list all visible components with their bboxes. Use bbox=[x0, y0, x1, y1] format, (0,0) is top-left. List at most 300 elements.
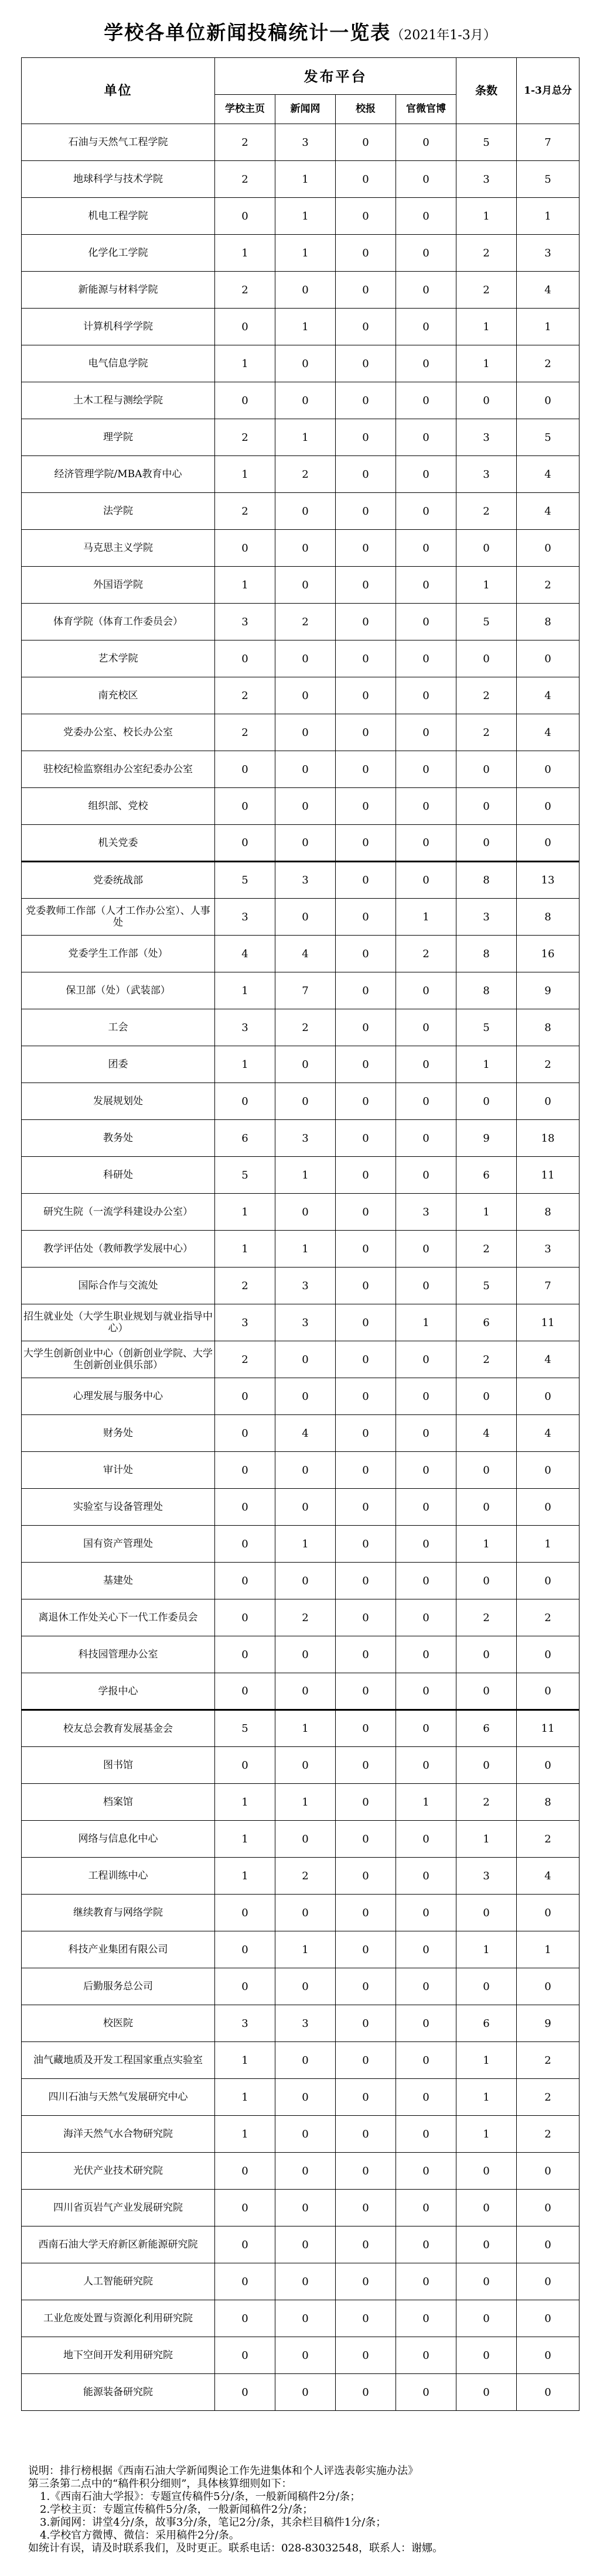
cell-school-homepage: 0 bbox=[215, 751, 275, 788]
cell-count: 0 bbox=[456, 1747, 517, 1784]
table-row bbox=[22, 2079, 579, 2116]
table-row bbox=[22, 1673, 579, 1710]
cell-school-paper: 0 bbox=[336, 1268, 396, 1304]
cell-news-site: 0 bbox=[275, 1563, 336, 1599]
cell-school-homepage: 2 bbox=[215, 419, 275, 456]
cell-unit: 地下空间开发利用研究院 bbox=[22, 2337, 215, 2374]
table-row bbox=[22, 235, 579, 272]
cell-count: 0 bbox=[456, 2263, 517, 2300]
table-row bbox=[22, 2300, 579, 2337]
cell-news-site: 7 bbox=[275, 972, 336, 1009]
cell-school-paper: 0 bbox=[336, 1009, 396, 1046]
cell-school-homepage: 0 bbox=[215, 1895, 275, 1931]
cell-school-homepage: 0 bbox=[215, 2190, 275, 2226]
cell-official-social: 0 bbox=[396, 1895, 456, 1931]
table-row bbox=[22, 825, 579, 862]
cell-unit: 后勤服务总公司 bbox=[22, 1968, 215, 2005]
cell-school-homepage: 1 bbox=[215, 972, 275, 1009]
table-row bbox=[22, 751, 579, 788]
cell-count: 1 bbox=[456, 345, 517, 382]
cell-official-social: 0 bbox=[396, 1710, 456, 1747]
cell-total: 0 bbox=[517, 2153, 579, 2190]
cell-unit: 基建处 bbox=[22, 1563, 215, 1599]
cell-school-paper: 0 bbox=[336, 309, 396, 345]
cell-news-site: 0 bbox=[275, 714, 336, 751]
cell-school-paper: 0 bbox=[336, 1931, 396, 1968]
cell-official-social: 1 bbox=[396, 1784, 456, 1821]
cell-school-homepage: 3 bbox=[215, 1304, 275, 1341]
cell-official-social: 0 bbox=[396, 1157, 456, 1194]
cell-unit: 组织部、党校 bbox=[22, 788, 215, 825]
cell-count: 0 bbox=[456, 2300, 517, 2337]
table-row bbox=[22, 1821, 579, 1858]
cell-unit: 党委教师工作部（人才工作办公室）、人事处 bbox=[22, 899, 215, 936]
cell-unit: 工业危废处置与资源化利用研究院 bbox=[22, 2300, 215, 2337]
cell-unit: 土木工程与测绘学院 bbox=[22, 382, 215, 419]
cell-total: 1 bbox=[517, 309, 579, 345]
cell-total: 3 bbox=[517, 235, 579, 272]
cell-unit: 新能源与材料学院 bbox=[22, 272, 215, 309]
table-row bbox=[22, 2153, 579, 2190]
cell-news-site: 0 bbox=[275, 1489, 336, 1526]
cell-news-site: 0 bbox=[275, 1341, 336, 1378]
cell-total: 1 bbox=[517, 198, 579, 235]
cell-news-site: 1 bbox=[275, 198, 336, 235]
cell-count: 0 bbox=[456, 1673, 517, 1710]
cell-official-social: 0 bbox=[396, 2374, 456, 2411]
cell-school-paper: 0 bbox=[336, 1120, 396, 1157]
cell-unit: 继续教育与网络学院 bbox=[22, 1895, 215, 1931]
table-row bbox=[22, 1341, 579, 1378]
cell-news-site: 0 bbox=[275, 640, 336, 677]
cell-count: 2 bbox=[456, 677, 517, 714]
cell-school-homepage: 5 bbox=[215, 1157, 275, 1194]
cell-official-social: 0 bbox=[396, 2263, 456, 2300]
cell-news-site: 0 bbox=[275, 2337, 336, 2374]
cell-school-paper: 0 bbox=[336, 2153, 396, 2190]
table-row bbox=[22, 2116, 579, 2153]
cell-total: 1 bbox=[517, 1526, 579, 1563]
cell-count: 6 bbox=[456, 1157, 517, 1194]
cell-count: 0 bbox=[456, 2374, 517, 2411]
cell-count: 0 bbox=[456, 1636, 517, 1673]
cell-school-homepage: 1 bbox=[215, 1784, 275, 1821]
cell-official-social: 0 bbox=[396, 530, 456, 567]
cell-official-social: 0 bbox=[396, 825, 456, 862]
cell-unit: 西南石油大学天府新区新能源研究院 bbox=[22, 2226, 215, 2263]
cell-unit: 科研处 bbox=[22, 1157, 215, 1194]
cell-total: 2 bbox=[517, 1599, 579, 1636]
cell-unit: 教学评估处（教师教学发展中心） bbox=[22, 1231, 215, 1268]
cell-school-paper: 0 bbox=[336, 419, 396, 456]
cell-unit: 科技园管理办公室 bbox=[22, 1636, 215, 1673]
cell-total: 0 bbox=[517, 1489, 579, 1526]
table-row bbox=[22, 1931, 579, 1968]
cell-unit: 党委学生工作部（处） bbox=[22, 936, 215, 972]
cell-total: 4 bbox=[517, 272, 579, 309]
cell-news-site: 2 bbox=[275, 456, 336, 493]
cell-official-social: 0 bbox=[396, 1858, 456, 1895]
cell-official-social: 0 bbox=[396, 1489, 456, 1526]
header-count: 条数 bbox=[456, 58, 517, 124]
cell-school-paper: 0 bbox=[336, 1599, 396, 1636]
cell-total: 0 bbox=[517, 1895, 579, 1931]
table-row bbox=[22, 1009, 579, 1046]
table-row bbox=[22, 1120, 579, 1157]
cell-unit: 电气信息学院 bbox=[22, 345, 215, 382]
cell-total: 7 bbox=[517, 1268, 579, 1304]
cell-total: 4 bbox=[517, 677, 579, 714]
cell-total: 2 bbox=[517, 1821, 579, 1858]
cell-school-homepage: 2 bbox=[215, 124, 275, 161]
cell-official-social: 0 bbox=[396, 419, 456, 456]
cell-unit: 网络与信息化中心 bbox=[22, 1821, 215, 1858]
table-row bbox=[22, 640, 579, 677]
cell-school-paper: 0 bbox=[336, 1747, 396, 1784]
cell-school-paper: 0 bbox=[336, 1157, 396, 1194]
table-row bbox=[22, 530, 579, 567]
cell-school-homepage: 1 bbox=[215, 2042, 275, 2079]
cell-school-homepage: 0 bbox=[215, 1636, 275, 1673]
cell-total: 8 bbox=[517, 604, 579, 640]
cell-count: 0 bbox=[456, 2153, 517, 2190]
cell-count: 0 bbox=[456, 1489, 517, 1526]
header-school-paper: 校报 bbox=[336, 95, 396, 124]
cell-count: 9 bbox=[456, 1120, 517, 1157]
cell-school-homepage: 2 bbox=[215, 493, 275, 530]
cell-count: 0 bbox=[456, 1895, 517, 1931]
cell-school-paper: 0 bbox=[336, 1526, 396, 1563]
cell-unit: 体育学院（体育工作委员会） bbox=[22, 604, 215, 640]
table-row bbox=[22, 1268, 579, 1304]
cell-school-paper: 0 bbox=[336, 1194, 396, 1231]
cell-official-social: 0 bbox=[396, 1046, 456, 1083]
table-row bbox=[22, 936, 579, 972]
table-row bbox=[22, 2226, 579, 2263]
cell-count: 0 bbox=[456, 640, 517, 677]
cell-school-homepage: 1 bbox=[215, 456, 275, 493]
cell-unit: 学报中心 bbox=[22, 1673, 215, 1710]
cell-total: 16 bbox=[517, 936, 579, 972]
cell-unit: 理学院 bbox=[22, 419, 215, 456]
cell-school-homepage: 0 bbox=[215, 2226, 275, 2263]
cell-official-social: 0 bbox=[396, 2226, 456, 2263]
note-line: 2.学校主页：专题宣传稿件5分/条，一般新闻稿件2分/条； bbox=[40, 2503, 313, 2516]
cell-school-paper: 0 bbox=[336, 345, 396, 382]
cell-total: 4 bbox=[517, 1415, 579, 1452]
cell-news-site: 0 bbox=[275, 1747, 336, 1784]
cell-count: 1 bbox=[456, 1526, 517, 1563]
table-row bbox=[22, 1895, 579, 1931]
cell-count: 0 bbox=[456, 1968, 517, 2005]
cell-count: 4 bbox=[456, 1415, 517, 1452]
cell-unit: 离退休工作处关心下一代工作委员会 bbox=[22, 1599, 215, 1636]
cell-unit: 档案馆 bbox=[22, 1784, 215, 1821]
cell-official-social: 0 bbox=[396, 677, 456, 714]
cell-school-paper: 0 bbox=[336, 2300, 396, 2337]
table-row bbox=[22, 1046, 579, 1083]
cell-school-homepage: 1 bbox=[215, 1194, 275, 1231]
cell-news-site: 1 bbox=[275, 1784, 336, 1821]
cell-count: 0 bbox=[456, 2190, 517, 2226]
table-row bbox=[22, 604, 579, 640]
cell-unit: 地球科学与技术学院 bbox=[22, 161, 215, 198]
header-official-social: 官微官博 bbox=[396, 95, 456, 124]
cell-school-homepage: 0 bbox=[215, 1599, 275, 1636]
cell-unit: 研究生院（一流学科建设办公室） bbox=[22, 1194, 215, 1231]
cell-unit: 科技产业集团有限公司 bbox=[22, 1931, 215, 1968]
cell-school-homepage: 0 bbox=[215, 382, 275, 419]
cell-total: 2 bbox=[517, 2042, 579, 2079]
cell-school-homepage: 1 bbox=[215, 567, 275, 604]
cell-school-homepage: 5 bbox=[215, 1710, 275, 1747]
cell-school-paper: 0 bbox=[336, 235, 396, 272]
cell-unit: 团委 bbox=[22, 1046, 215, 1083]
cell-school-homepage: 0 bbox=[215, 530, 275, 567]
note-line: 1.《西南石油大学报》：专题宣传稿件5分/条，一般新闻稿件2分/条； bbox=[40, 2491, 361, 2503]
cell-school-paper: 0 bbox=[336, 124, 396, 161]
cell-official-social: 0 bbox=[396, 1231, 456, 1268]
cell-news-site: 0 bbox=[275, 2190, 336, 2226]
cell-total: 0 bbox=[517, 1968, 579, 2005]
table-row bbox=[22, 345, 579, 382]
cell-school-paper: 0 bbox=[336, 714, 396, 751]
cell-school-paper: 0 bbox=[336, 2042, 396, 2079]
table-row bbox=[22, 1194, 579, 1231]
table-row bbox=[22, 1157, 579, 1194]
cell-official-social: 0 bbox=[396, 272, 456, 309]
cell-school-homepage: 2 bbox=[215, 1341, 275, 1378]
cell-unit: 石油与天然气工程学院 bbox=[22, 124, 215, 161]
cell-unit: 机关党委 bbox=[22, 825, 215, 862]
cell-total: 0 bbox=[517, 1636, 579, 1673]
cell-official-social: 0 bbox=[396, 1747, 456, 1784]
cell-unit: 艺术学院 bbox=[22, 640, 215, 677]
cell-official-social: 0 bbox=[396, 1563, 456, 1599]
cell-total: 0 bbox=[517, 382, 579, 419]
cell-news-site: 0 bbox=[275, 382, 336, 419]
cell-count: 0 bbox=[456, 530, 517, 567]
submission-stats-table bbox=[21, 57, 579, 2411]
cell-school-homepage: 3 bbox=[215, 1009, 275, 1046]
cell-total: 1 bbox=[517, 1931, 579, 1968]
cell-news-site: 0 bbox=[275, 2374, 336, 2411]
cell-news-site: 1 bbox=[275, 235, 336, 272]
cell-count: 8 bbox=[456, 936, 517, 972]
cell-official-social: 0 bbox=[396, 1526, 456, 1563]
cell-news-site: 0 bbox=[275, 1821, 336, 1858]
cell-school-paper: 0 bbox=[336, 604, 396, 640]
cell-news-site: 1 bbox=[275, 1526, 336, 1563]
cell-official-social: 0 bbox=[396, 235, 456, 272]
cell-official-social: 0 bbox=[396, 345, 456, 382]
cell-news-site: 2 bbox=[275, 1009, 336, 1046]
cell-school-homepage: 0 bbox=[215, 1489, 275, 1526]
cell-official-social: 2 bbox=[396, 936, 456, 972]
table-row bbox=[22, 714, 579, 751]
cell-total: 3 bbox=[517, 1231, 579, 1268]
cell-school-paper: 0 bbox=[336, 1231, 396, 1268]
cell-news-site: 0 bbox=[275, 1194, 336, 1231]
cell-total: 2 bbox=[517, 2079, 579, 2116]
cell-total: 8 bbox=[517, 1194, 579, 1231]
cell-school-homepage: 1 bbox=[215, 2116, 275, 2153]
cell-school-homepage: 0 bbox=[215, 1563, 275, 1599]
cell-news-site: 3 bbox=[275, 1304, 336, 1341]
cell-unit: 工程训练中心 bbox=[22, 1858, 215, 1895]
cell-count: 1 bbox=[456, 1931, 517, 1968]
cell-count: 1 bbox=[456, 2116, 517, 2153]
table-row bbox=[22, 1526, 579, 1563]
cell-official-social: 3 bbox=[396, 1194, 456, 1231]
header-platform: 发布平台 bbox=[215, 58, 456, 95]
header-school-homepage: 学校主页 bbox=[215, 95, 275, 124]
cell-total: 0 bbox=[517, 1378, 579, 1415]
cell-unit: 计算机科学学院 bbox=[22, 309, 215, 345]
cell-official-social: 0 bbox=[396, 2153, 456, 2190]
cell-total: 4 bbox=[517, 714, 579, 751]
cell-total: 4 bbox=[517, 1858, 579, 1895]
cell-count: 1 bbox=[456, 1194, 517, 1231]
header-unit: 单位 bbox=[22, 58, 215, 124]
cell-school-paper: 0 bbox=[336, 161, 396, 198]
cell-total: 0 bbox=[517, 788, 579, 825]
cell-school-paper: 0 bbox=[336, 1378, 396, 1415]
cell-news-site: 2 bbox=[275, 604, 336, 640]
cell-school-homepage: 0 bbox=[215, 2300, 275, 2337]
cell-count: 3 bbox=[456, 456, 517, 493]
cell-count: 2 bbox=[456, 1231, 517, 1268]
cell-official-social: 0 bbox=[396, 788, 456, 825]
cell-school-homepage: 2 bbox=[215, 677, 275, 714]
cell-school-paper: 0 bbox=[336, 272, 396, 309]
cell-official-social: 0 bbox=[396, 124, 456, 161]
cell-count: 1 bbox=[456, 567, 517, 604]
cell-school-paper: 0 bbox=[336, 2116, 396, 2153]
cell-unit: 南充校区 bbox=[22, 677, 215, 714]
table-row bbox=[22, 1858, 579, 1895]
cell-school-paper: 0 bbox=[336, 198, 396, 235]
cell-count: 3 bbox=[456, 1858, 517, 1895]
cell-total: 0 bbox=[517, 1563, 579, 1599]
cell-total: 11 bbox=[517, 1304, 579, 1341]
cell-school-paper: 0 bbox=[336, 751, 396, 788]
cell-school-homepage: 0 bbox=[215, 309, 275, 345]
cell-news-site: 0 bbox=[275, 1895, 336, 1931]
cell-school-homepage: 0 bbox=[215, 1378, 275, 1415]
cell-official-social: 0 bbox=[396, 493, 456, 530]
cell-count: 6 bbox=[456, 2005, 517, 2042]
cell-school-homepage: 1 bbox=[215, 1231, 275, 1268]
cell-school-homepage: 0 bbox=[215, 1526, 275, 1563]
cell-school-homepage: 5 bbox=[215, 862, 275, 899]
cell-official-social: 0 bbox=[396, 198, 456, 235]
cell-total: 0 bbox=[517, 2226, 579, 2263]
cell-official-social: 0 bbox=[396, 604, 456, 640]
cell-total: 9 bbox=[517, 2005, 579, 2042]
cell-total: 18 bbox=[517, 1120, 579, 1157]
cell-school-homepage: 3 bbox=[215, 2005, 275, 2042]
cell-count: 6 bbox=[456, 1710, 517, 1747]
cell-total: 7 bbox=[517, 124, 579, 161]
cell-count: 5 bbox=[456, 124, 517, 161]
cell-school-homepage: 1 bbox=[215, 1821, 275, 1858]
cell-news-site: 0 bbox=[275, 493, 336, 530]
cell-news-site: 1 bbox=[275, 1710, 336, 1747]
cell-total: 4 bbox=[517, 1341, 579, 1378]
table-row bbox=[22, 1452, 579, 1489]
cell-unit: 校医院 bbox=[22, 2005, 215, 2042]
note-line: 3.新闻网：讲堂4分/条，故事3分/条，笔记2分/条，其余栏目稿件1分/条； bbox=[40, 2516, 387, 2529]
table-row bbox=[22, 1415, 579, 1452]
cell-count: 3 bbox=[456, 161, 517, 198]
cell-count: 0 bbox=[456, 1378, 517, 1415]
cell-unit: 实验室与设备管理处 bbox=[22, 1489, 215, 1526]
cell-official-social: 0 bbox=[396, 972, 456, 1009]
cell-count: 0 bbox=[456, 382, 517, 419]
cell-school-homepage: 0 bbox=[215, 1415, 275, 1452]
table-row bbox=[22, 788, 579, 825]
cell-school-paper: 0 bbox=[336, 2374, 396, 2411]
cell-official-social: 0 bbox=[396, 2190, 456, 2226]
table-row bbox=[22, 2374, 579, 2411]
table-row bbox=[22, 1563, 579, 1599]
cell-news-site: 1 bbox=[275, 1157, 336, 1194]
cell-school-paper: 0 bbox=[336, 1673, 396, 1710]
cell-official-social: 0 bbox=[396, 2300, 456, 2337]
cell-school-paper: 0 bbox=[336, 456, 396, 493]
table-row bbox=[22, 124, 579, 161]
cell-unit: 四川石油与天然气发展研究中心 bbox=[22, 2079, 215, 2116]
cell-news-site: 3 bbox=[275, 862, 336, 899]
cell-school-paper: 0 bbox=[336, 1415, 396, 1452]
cell-school-homepage: 0 bbox=[215, 1747, 275, 1784]
cell-total: 2 bbox=[517, 567, 579, 604]
cell-official-social: 0 bbox=[396, 2042, 456, 2079]
table-row bbox=[22, 899, 579, 936]
cell-school-homepage: 0 bbox=[215, 1673, 275, 1710]
cell-school-paper: 0 bbox=[336, 862, 396, 899]
cell-news-site: 0 bbox=[275, 899, 336, 936]
cell-total: 0 bbox=[517, 1673, 579, 1710]
cell-count: 2 bbox=[456, 714, 517, 751]
cell-count: 0 bbox=[456, 2226, 517, 2263]
cell-school-homepage: 6 bbox=[215, 1120, 275, 1157]
cell-news-site: 3 bbox=[275, 124, 336, 161]
cell-count: 2 bbox=[456, 272, 517, 309]
cell-school-paper: 0 bbox=[336, 677, 396, 714]
cell-school-paper: 0 bbox=[336, 1968, 396, 2005]
cell-official-social: 0 bbox=[396, 1009, 456, 1046]
table-row bbox=[22, 493, 579, 530]
cell-school-homepage: 0 bbox=[215, 2263, 275, 2300]
cell-school-homepage: 3 bbox=[215, 899, 275, 936]
cell-school-paper: 0 bbox=[336, 1083, 396, 1120]
cell-news-site: 2 bbox=[275, 1858, 336, 1895]
cell-news-site: 4 bbox=[275, 1415, 336, 1452]
cell-count: 3 bbox=[456, 419, 517, 456]
table-row bbox=[22, 567, 579, 604]
cell-news-site: 1 bbox=[275, 1931, 336, 1968]
cell-count: 8 bbox=[456, 862, 517, 899]
table-row bbox=[22, 382, 579, 419]
table-row bbox=[22, 1304, 579, 1341]
cell-unit: 校友总会教育发展基金会 bbox=[22, 1710, 215, 1747]
cell-news-site: 1 bbox=[275, 419, 336, 456]
cell-official-social: 0 bbox=[396, 640, 456, 677]
cell-unit: 发展规划处 bbox=[22, 1083, 215, 1120]
cell-unit: 图书馆 bbox=[22, 1747, 215, 1784]
